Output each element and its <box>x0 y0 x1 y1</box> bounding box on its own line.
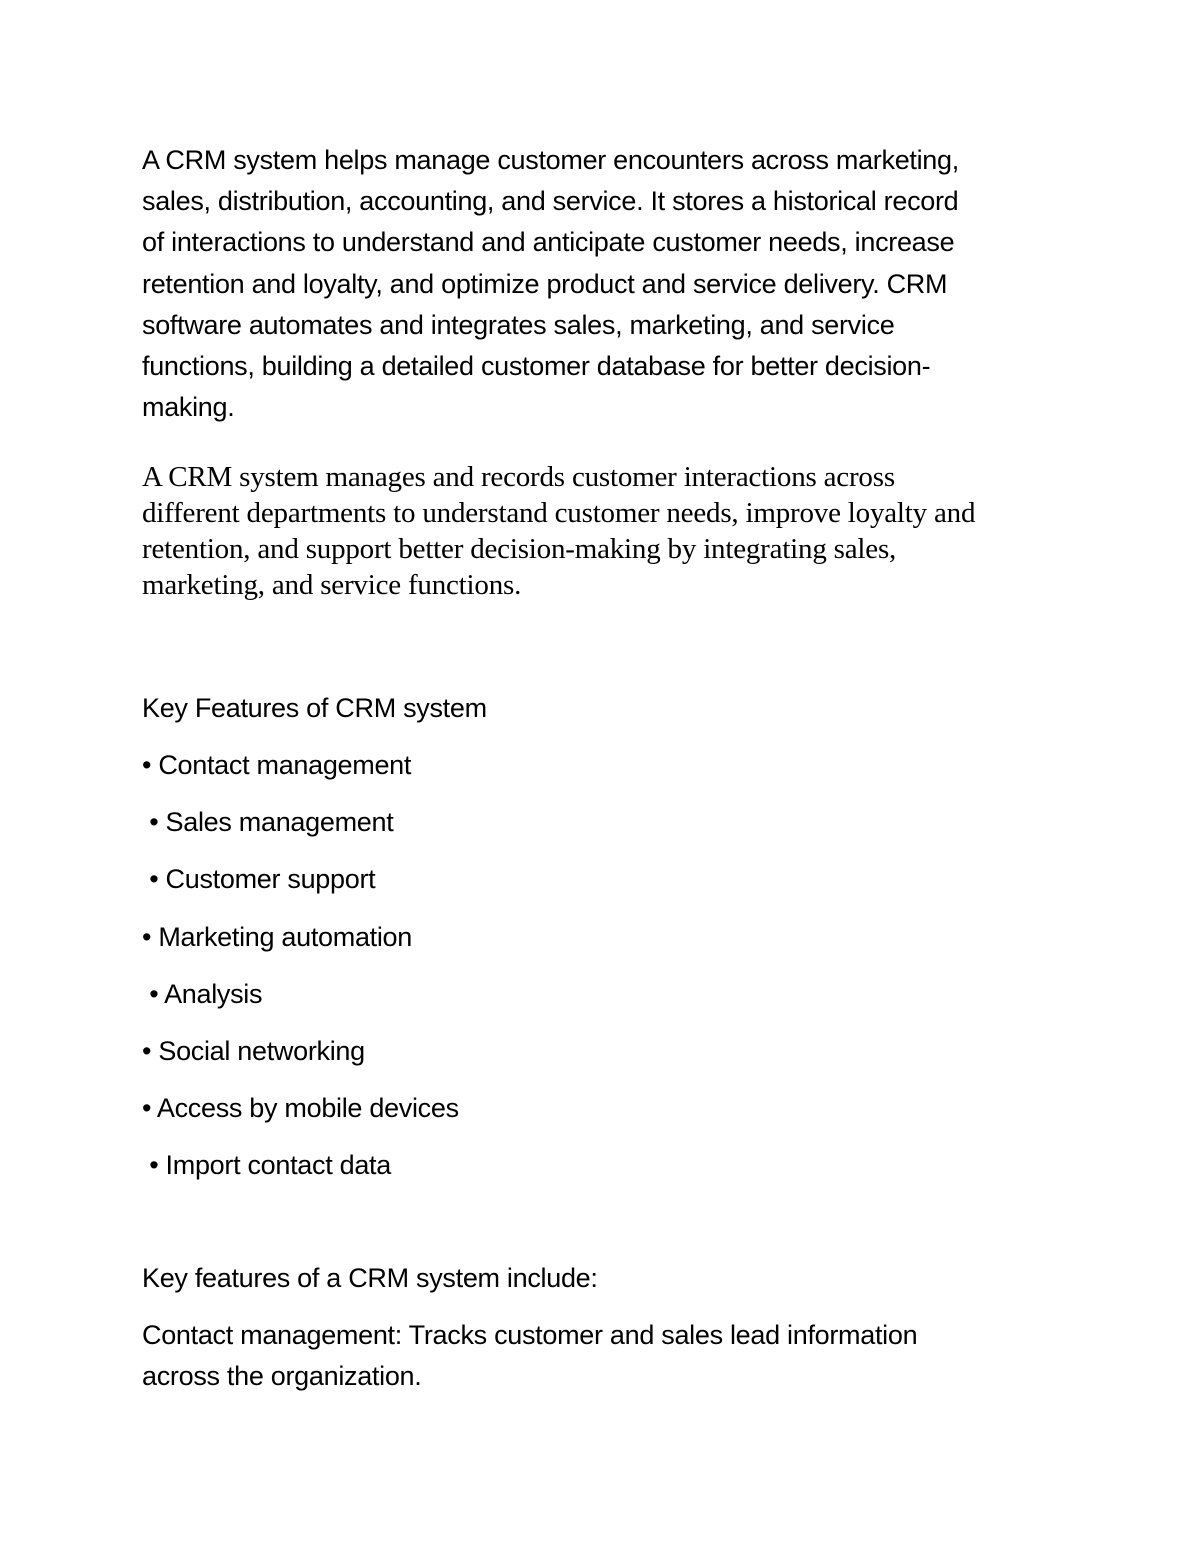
feature-item-mobile-access: • Access by mobile devices <box>142 1093 459 1124</box>
feature-item-social-networking: • Social networking <box>142 1035 365 1066</box>
feature-item-sales-management: • Sales management <box>142 807 394 838</box>
crm-overview-paragraph: A CRM system helps manage customer encounters across marketing, sales, distribution, accounting, and service. It stores a historical record of interactions to understand and anticipate customer needs, increase retention and loyalty, and optimize product and service delivery. CRM software automates and integrates sales, marketing, and service functions, building a detailed customer database for better decision- making. <box>142 145 959 423</box>
crm-summary-paragraph: A CRM system manages and records customer interactions across different departments to understand customer needs, improve loyalty and retention, and support better decision-making by integrating sales, marketing, and service functions. <box>142 461 976 601</box>
feature-item-analysis: • Analysis <box>142 978 263 1009</box>
features-heading: Key Features of CRM system <box>142 693 487 723</box>
features-intro-heading: Key features of a CRM system include: <box>142 1263 598 1293</box>
feature-list <box>142 745 459 1203</box>
contact-management-paragraph: Contact management: Tracks customer and sales lead information across the organization. <box>142 1320 918 1392</box>
feature-item-import-contact-data: • Import contact data <box>142 1150 391 1181</box>
feature-item-marketing-automation: • Marketing automation <box>142 921 412 952</box>
feature-item-customer-support: • Customer support <box>142 864 376 895</box>
feature-item-contact-management: • Contact management <box>142 750 412 780</box>
